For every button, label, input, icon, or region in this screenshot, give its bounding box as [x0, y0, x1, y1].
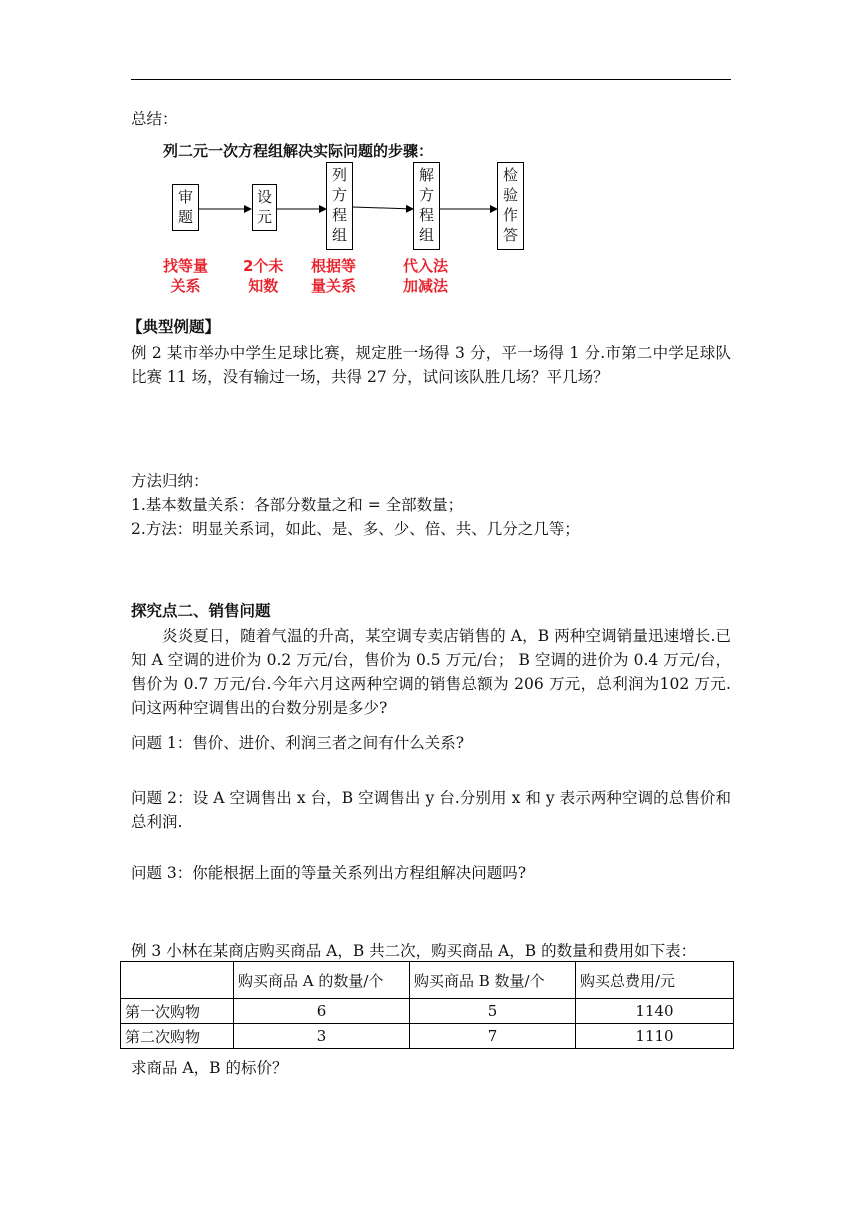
step-text-1: 审 题	[177, 188, 193, 226]
step-note-4-text: 代入法 加减法	[403, 257, 449, 295]
summary-label: 总结：	[131, 110, 178, 128]
table-cell: 5	[410, 999, 576, 1024]
question-3: 问题 3：你能根据上面的等量关系列出方程组解决问题吗?	[131, 864, 527, 882]
step-box-3	[326, 162, 353, 250]
table-header-row	[121, 962, 734, 999]
table-row	[121, 1024, 734, 1049]
example-2	[131, 341, 731, 389]
table-cell: 6	[234, 999, 410, 1024]
step-box-4	[413, 162, 440, 250]
method-item-1: 1.基本数量关系：各部分数量之和 = 全部数量；	[131, 496, 464, 514]
table-header-cell: 购买商品 B 数量/个	[410, 962, 576, 999]
table-cell: 1140	[576, 999, 734, 1024]
table-cell: 1110	[576, 1024, 734, 1049]
table-cell: 3	[234, 1024, 410, 1049]
question-2	[131, 786, 731, 834]
question-1: 问题 1：售价、进价、利润三者之间有什么关系?	[131, 734, 465, 752]
diagram-title: 列二元一次方程组解决实际问题的步骤：	[163, 142, 434, 160]
table-row	[121, 999, 734, 1024]
method-title: 方法归纳：	[131, 472, 209, 490]
step-note-2	[243, 256, 283, 296]
table-header-cell: 购买总费用/元	[576, 962, 734, 999]
example-2-text: 例 2 某市举办中学生足球比赛，规定胜一场得 3 分，平一场得 1 分.市第二中学足球队比赛 11 场，没有输过一场，共得 27 分，试问该队胜几场？平几场？	[131, 344, 731, 386]
step-note-1-text: 找等量 关系	[163, 257, 209, 295]
table-header-cell	[121, 962, 234, 999]
step-text-4: 解 方 程 组	[418, 166, 434, 244]
section-2-problem	[131, 624, 731, 720]
step-text-2: 设 元	[256, 188, 272, 226]
purchase-table	[120, 961, 734, 1049]
step-box-5	[497, 162, 524, 250]
step-box-1	[172, 184, 199, 231]
arrow-3	[353, 207, 413, 209]
example-3-intro: 例 3 小林在某商店购买商品 A，B 共二次，购买商品 A，B 的数量和费用如下表：	[131, 942, 697, 960]
example-3-question: 求商品 A，B 的标价？	[131, 1059, 288, 1077]
header-rule	[131, 79, 731, 80]
section-2-problem-text: 炎炎夏日，随着气温的升高，某空调专卖店销售的 A，B 两种空调销量迅速增长.已知 A 空调的进价为 0.2 万元/台，售价为 0.5 万元/台； B 空调的进价为 0.4 万元/台，售价为 0.7 万元/台.今年六月这两种空调的销售总额为 206 万元，总利润为102 万元. 问这两种空调售出的台数分别是多少?	[131, 627, 731, 717]
step-note-4	[403, 256, 448, 296]
step-note-1	[163, 256, 208, 296]
step-note-3	[311, 256, 356, 296]
section-2-heading: 探究点二、销售问题	[131, 601, 271, 620]
step-text-5: 检 验 作 答	[502, 166, 518, 244]
typical-examples-heading: 【典型例题】	[127, 317, 221, 336]
table-header-cell: 购买商品 A 的数量/个	[234, 962, 410, 999]
step-note-2-text: 2个未 知数	[243, 257, 284, 295]
table-cell: 7	[410, 1024, 576, 1049]
steps-diagram	[163, 140, 543, 300]
step-text-3: 列 方 程 组	[331, 166, 347, 244]
step-note-3-text: 根据等 量关系	[311, 257, 357, 295]
method-item-2: 2.方法：明显关系词，如此、是、多、少、倍、共、几分之几等；	[131, 520, 580, 538]
table-cell: 第一次购物	[121, 999, 234, 1024]
table-cell: 第二次购物	[121, 1024, 234, 1049]
step-box-2	[252, 184, 277, 231]
question-2-text: 问题 2：设 A 空调售出 x 台，B 空调售出 y 台.分别用 x 和 y 表示两种空调的总售价和总利润.	[131, 789, 731, 831]
